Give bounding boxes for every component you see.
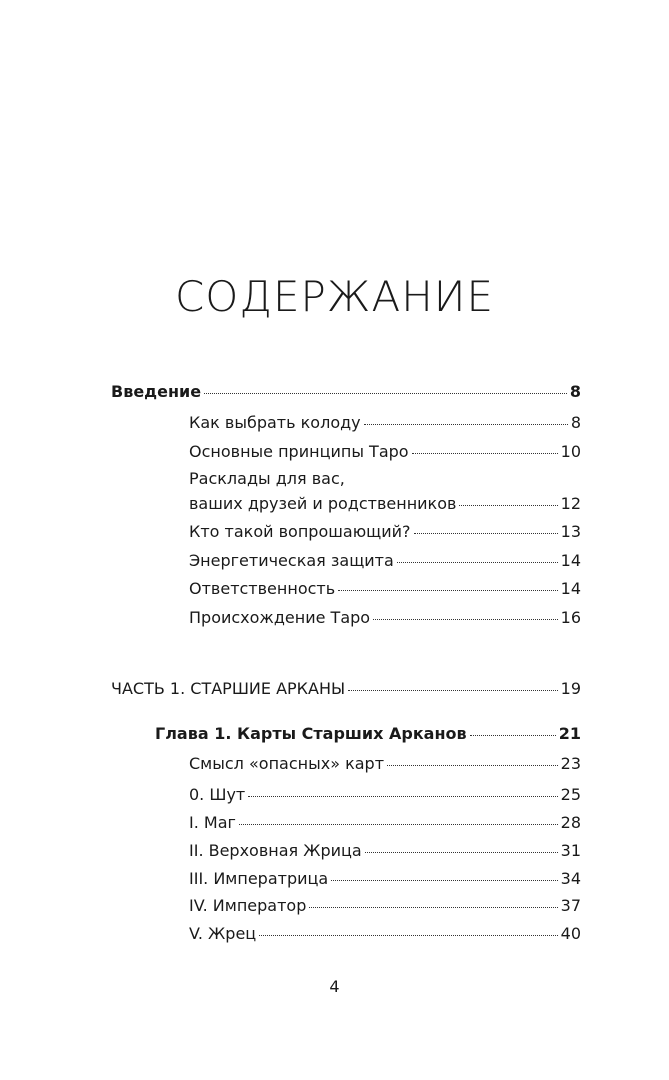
toc-entry-label: Смысл «опасных» карт: [189, 754, 385, 773]
toc-leader-dots: [331, 880, 557, 881]
toc-entry-label: Глава 1. Карты Старших Арканов: [155, 724, 467, 743]
toc-entry[interactable]: [189, 871, 581, 887]
toc-entry-label: III. Императрица: [189, 869, 329, 888]
toc-leader-dots: [459, 505, 557, 506]
toc-entry[interactable]: [189, 898, 581, 914]
toc-entry-page: 25: [560, 785, 581, 804]
toc-entry-page: 31: [560, 841, 581, 860]
toc-entry-page: 37: [560, 896, 581, 915]
toc-leader-dots: [397, 562, 558, 563]
toc-entry-intro[interactable]: [111, 384, 581, 400]
toc-entry-label: 0. Шут: [189, 785, 246, 804]
toc-entry-page: 21: [558, 724, 581, 743]
toc-entry-label: Ответственность: [189, 579, 336, 598]
toc-entry[interactable]: [189, 787, 581, 803]
toc-leader-dots: [309, 907, 557, 908]
toc-leader-dots: [259, 935, 557, 936]
toc-entry-label: ваших друзей и родственников: [189, 494, 457, 513]
toc-entry-page: 23: [560, 754, 581, 773]
toc-entry-page: 8: [570, 413, 581, 432]
page-title: СОДЕРЖАНИЕ: [174, 272, 495, 321]
toc-entry-page: 19: [560, 679, 581, 698]
toc-entry-page: 14: [560, 551, 581, 570]
toc-entry-page: 40: [560, 924, 581, 943]
toc-leader-dots: [348, 690, 558, 691]
toc-entry[interactable]: [189, 756, 581, 772]
toc-entry[interactable]: [189, 496, 581, 512]
toc-leader-dots: [470, 735, 556, 736]
toc-leader-dots: [365, 852, 558, 853]
page-number: 4: [329, 977, 340, 996]
toc-entry[interactable]: [189, 415, 581, 431]
toc-leader-dots: [239, 824, 558, 825]
toc-entry-label: II. Верховная Жрица: [189, 841, 362, 860]
toc-leader-dots: [204, 393, 567, 394]
toc-entry[interactable]: [189, 843, 581, 859]
toc-entry-page: 28: [560, 813, 581, 832]
toc-entry-page: 14: [560, 579, 581, 598]
toc-entry-page: 12: [560, 494, 581, 513]
toc-entry[interactable]: [189, 444, 581, 460]
toc-leader-dots: [412, 453, 558, 454]
toc-leader-dots: [373, 619, 558, 620]
toc-entry-label: V. Жрец: [189, 924, 257, 943]
toc-entry-label: Основные принципы Таро: [189, 442, 409, 461]
toc-entry-label: Энергетическая защита: [189, 551, 394, 570]
toc-entry-label: Происхождение Таро: [189, 608, 371, 627]
toc-entry-label: ЧАСТЬ 1. СТАРШИЕ АРКАНЫ: [111, 679, 346, 698]
toc-entry[interactable]: [189, 815, 581, 831]
toc-entry-part1[interactable]: [111, 681, 581, 697]
toc-entry-label: Кто такой вопрошающий?: [189, 522, 411, 541]
toc-entry-page: 8: [569, 382, 581, 401]
toc-entry-page: 16: [560, 608, 581, 627]
toc-entry-chapter1[interactable]: [155, 726, 581, 742]
toc-entry[interactable]: [189, 524, 581, 540]
toc-entry-label: I. Маг: [189, 813, 236, 832]
toc-entry[interactable]: [189, 926, 581, 942]
toc-entry-page: 13: [560, 522, 581, 541]
toc-entry-label: Введение: [111, 382, 202, 401]
toc-leader-dots: [248, 796, 557, 797]
toc-leader-dots: [338, 590, 557, 591]
toc-entry[interactable]: [189, 581, 581, 597]
toc-entry-label: Как выбрать колоду: [189, 413, 361, 432]
toc-entry-page: 10: [560, 442, 581, 461]
toc-entry-label: IV. Император: [189, 896, 307, 915]
toc-entry-label-line1: Расклады для вас,: [189, 469, 345, 488]
toc-entry[interactable]: [189, 553, 581, 569]
toc-leader-dots: [414, 533, 558, 534]
toc-leader-dots: [387, 765, 558, 766]
toc-leader-dots: [364, 424, 568, 425]
toc-entry[interactable]: [189, 610, 581, 626]
toc-entry-page: 34: [560, 869, 581, 888]
